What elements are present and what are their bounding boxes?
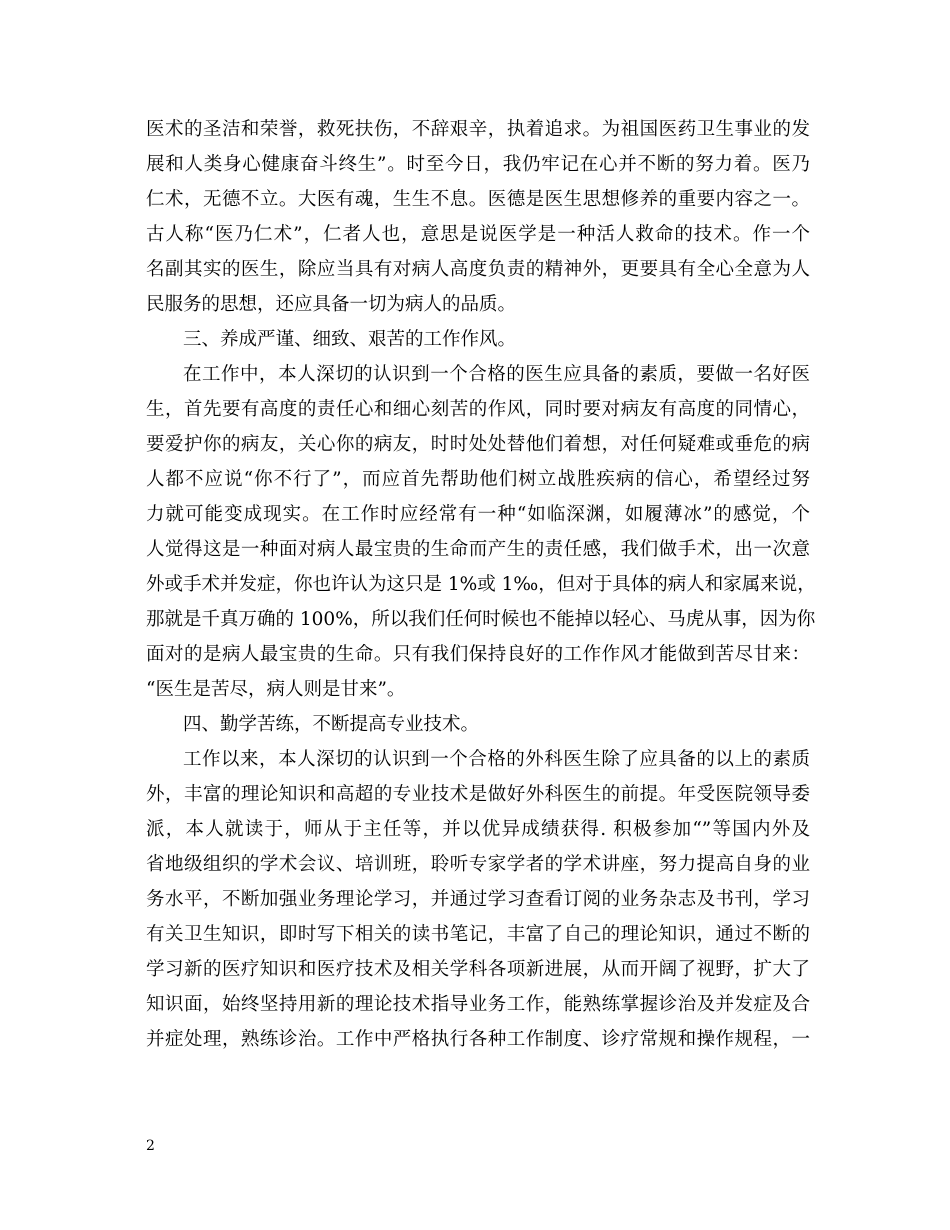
text-line: 展和人类身心健康奋斗终生”。时至今日，我仍牢记在心并不断的努力着。医乃 xyxy=(146,154,810,175)
text-line: 人都不应说“你不行了”，而应首先帮助他们树立战胜疾病的信心，希望经过努 xyxy=(146,469,810,490)
text-line: “医生是苦尽，病人则是甘来”。 xyxy=(146,679,406,700)
text-line: 民服务的思想，还应具备一切为病人的品质。 xyxy=(146,294,517,315)
text-line: 学习新的医疗知识和医疗技术及相关学科各项新进展，从而开阔了视野，扩大了 xyxy=(146,959,810,980)
text-line: 并症处理，熟练诊治。工作中严格执行各种工作制度、诊疗常规和操作规程，一 xyxy=(146,1029,810,1050)
text-line: 那就是千真万确的 100%，所以我们任何时候也不能掉以轻心、马虎从事，因为你 xyxy=(146,609,816,630)
text-line: 要爱护你的病友，关心你的病友，时时处处替他们着想，对任何疑难或垂危的病 xyxy=(146,434,810,455)
text-line: 务水平，不断加强业务理论学习，并通过学习查看订阅的业务杂志及书刊，学习 xyxy=(146,889,810,910)
text-line: 知识面，始终坚持用新的理论技术指导业务工作，能熟练掌握诊治及并发症及合 xyxy=(146,994,810,1015)
text-line: 省地级组织的学术会议、培训班，聆听专家学者的学术讲座，努力提高自身的业 xyxy=(146,854,810,875)
text-line: 外或手术并发症，你也许认为这只是 1%或 1‰，但对于具体的病人和家属来说， xyxy=(146,574,816,595)
text-line: 外，丰富的理论知识和高超的专业技术是做好外科医生的前提。年受医院领导委 xyxy=(146,784,810,805)
section-heading: 三、养成严谨、细致、艰苦的工作作风。 xyxy=(183,329,517,350)
text-line: 仁术，无德不立。大医有魂，生生不息。医德是医生思想修养的重要内容之一。 xyxy=(146,189,810,210)
text-line: 派，本人就读于，师从于主任等，并以优异成绩获得. 积极参加“”等国内外及 xyxy=(146,819,810,840)
text-line: 力就可能变成现实。在工作时应经常有一种“如临深渊，如履薄冰”的感觉，个 xyxy=(146,504,810,525)
text-line: 在工作中，本人深切的认识到一个合格的医生应具备的素质，要做一名好医 xyxy=(183,364,810,385)
text-line: 有关卫生知识，即时写下相关的读书笔记，丰富了自己的理论知识，通过不断的 xyxy=(146,924,810,945)
text-line: 人觉得这是一种面对病人最宝贵的生命而产生的责任感，我们做手术，出一次意 xyxy=(146,539,810,560)
text-line: 古人称“医乃仁术”，仁者人也，意思是说医学是一种活人救命的技术。作一个 xyxy=(146,224,810,245)
text-line: 工作以来，本人深切的认识到一个合格的外科医生除了应具备的以上的素质 xyxy=(183,749,810,770)
section-heading: 四、勤学苦练，不断提高专业技术。 xyxy=(183,714,480,735)
text-line: 面对的是病人最宝贵的生命。只有我们保持良好的工作作风才能做到苦尽甘来： xyxy=(146,644,810,665)
text-line: 医术的圣洁和荣誉，救死扶伤，不辞艰辛，执着追求。为祖国医药卫生事业的发 xyxy=(146,119,810,140)
page-number: 2 xyxy=(146,1138,155,1154)
text-line: 名副其实的医生，除应当具有对病人高度负责的精神外，更要具有全心全意为人 xyxy=(146,259,810,280)
text-line: 生，首先要有高度的责任心和细心刻苦的作风，同时要对病友有高度的同情心， xyxy=(146,399,810,420)
